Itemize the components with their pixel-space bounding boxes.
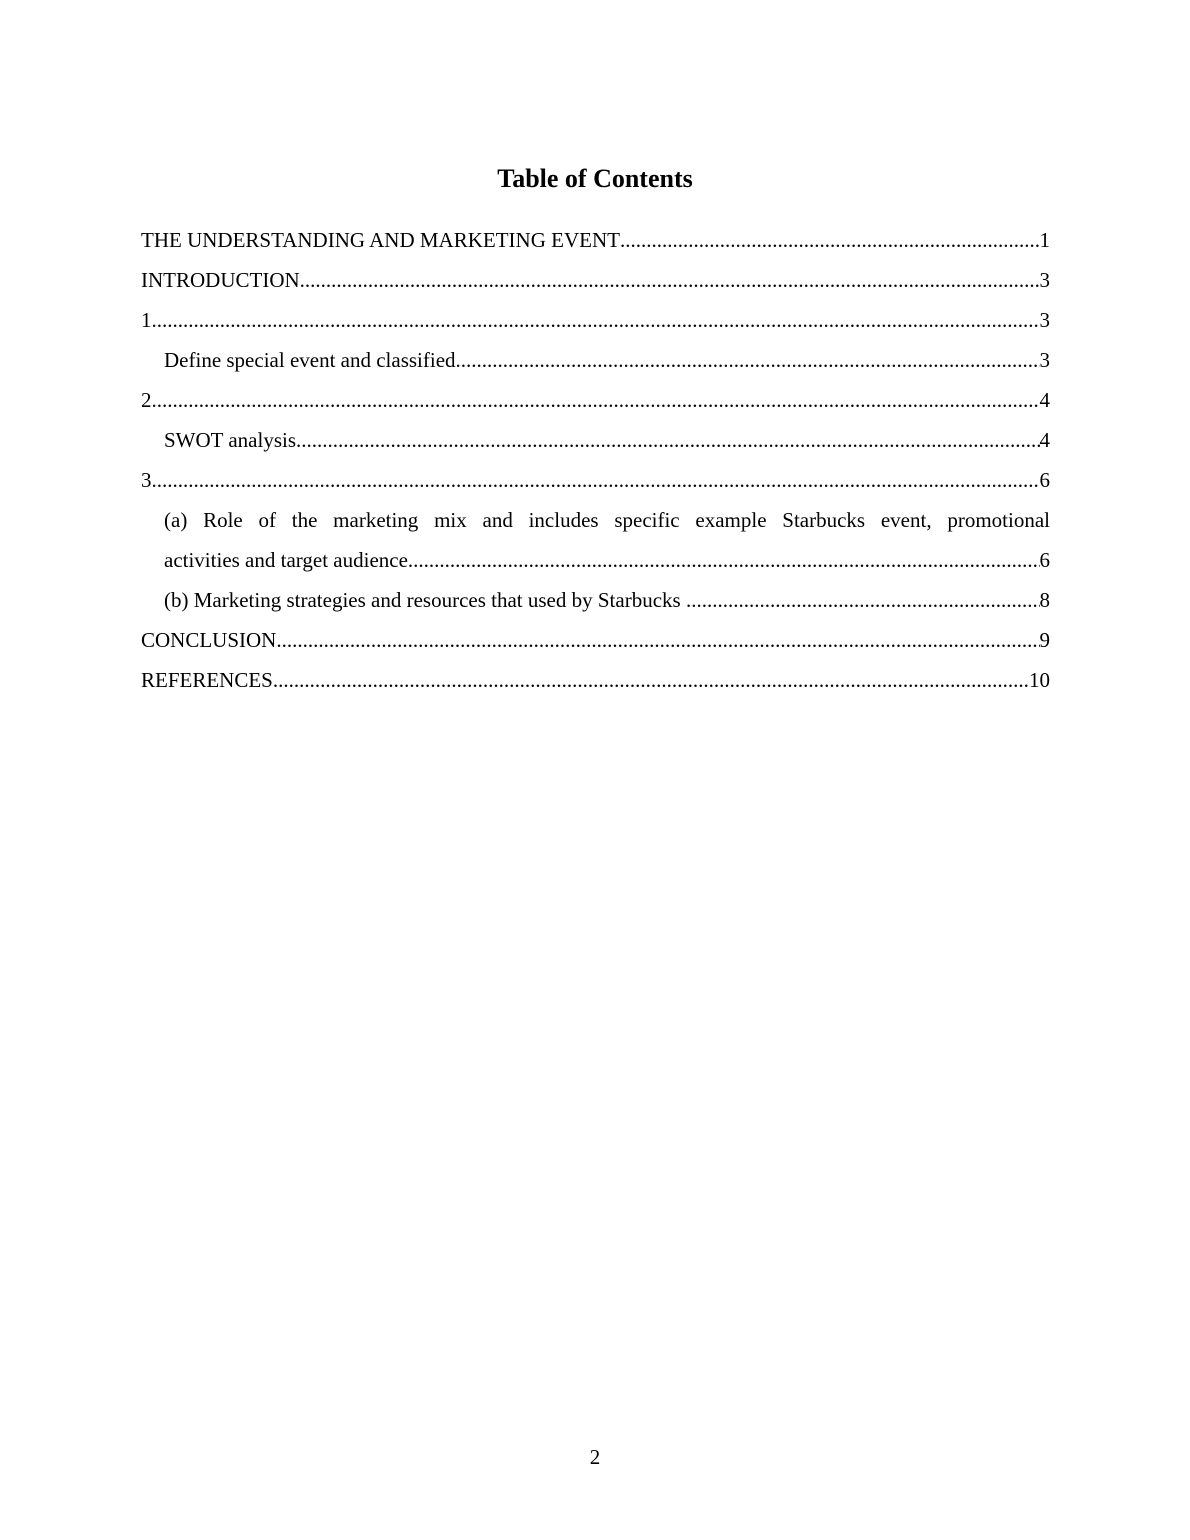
toc-entry-section-2[interactable] xyxy=(141,380,1050,420)
toc-dot-leader xyxy=(152,300,1040,340)
toc-entry-page: 8 xyxy=(1039,588,1050,612)
toc-entry-label: CONCLUSION xyxy=(141,628,277,652)
toc-dot-leader xyxy=(686,580,1040,620)
toc-entry-label: 1 xyxy=(141,308,152,332)
toc-entry-references[interactable] xyxy=(141,660,1050,700)
toc-dot-leader xyxy=(296,420,1039,460)
toc-entry-conclusion[interactable] xyxy=(141,620,1050,660)
toc-entry-marketing-strategies[interactable] xyxy=(141,580,1050,620)
toc-entry-page: 3 xyxy=(1039,268,1050,292)
toc-entry-label: REFERENCES xyxy=(141,668,273,692)
toc-entry-label: 2 xyxy=(141,388,152,412)
toc-entry-label: INTRODUCTION xyxy=(141,268,300,292)
toc-entry-label-line-2: activities and target audience xyxy=(164,548,408,572)
toc-entry-line-2 xyxy=(141,540,1050,580)
toc-dot-leader xyxy=(408,540,1040,580)
toc-entry-page: 1 xyxy=(1039,228,1050,252)
toc-dot-leader xyxy=(456,340,1040,380)
toc-entry-swot-analysis[interactable] xyxy=(141,420,1050,460)
toc-dot-leader xyxy=(152,380,1040,420)
page-number: 2 xyxy=(589,1445,601,1469)
toc-entry-label: THE UNDERSTANDING AND MARKETING EVENT xyxy=(141,228,620,252)
toc-entry-page: 3 xyxy=(1039,348,1050,372)
toc-dot-leader xyxy=(620,220,1040,260)
toc-dot-leader xyxy=(300,260,1040,300)
toc-entry-page: 10 xyxy=(1029,668,1050,692)
toc-entry-section-1[interactable] xyxy=(141,300,1050,340)
toc-dot-leader xyxy=(273,660,1029,700)
toc-entry-page: 6 xyxy=(1039,548,1050,572)
toc-entry-page: 6 xyxy=(1039,468,1050,492)
toc-entry-label: (b) Marketing strategies and resources that used by Starbucks xyxy=(164,588,686,612)
toc-entry-label-line-1: (a) Role of the marketing mix and includes specific example Starbucks event, promotional xyxy=(164,508,1050,532)
toc-entry-label: Define special event and classified xyxy=(164,348,456,372)
toc-entry-section-3[interactable] xyxy=(141,460,1050,500)
toc-entry-page: 9 xyxy=(1039,628,1050,652)
toc-entry-role-of-marketing-mix[interactable] xyxy=(141,500,1050,580)
toc-dot-leader xyxy=(276,620,1039,660)
toc-entry-label: 3 xyxy=(141,468,152,492)
toc-entry-label: SWOT analysis xyxy=(164,428,297,452)
table-of-contents xyxy=(141,220,1050,700)
toc-entry-introduction[interactable] xyxy=(141,260,1050,300)
toc-entry-page: 4 xyxy=(1039,388,1050,412)
toc-dot-leader xyxy=(152,460,1040,500)
toc-entry-page: 3 xyxy=(1039,308,1050,332)
toc-entry-understanding-marketing-event[interactable] xyxy=(141,220,1050,260)
toc-entry-page: 4 xyxy=(1039,428,1050,452)
toc-entry-define-special-event[interactable] xyxy=(141,340,1050,380)
page-title: Table of Contents xyxy=(497,164,693,193)
